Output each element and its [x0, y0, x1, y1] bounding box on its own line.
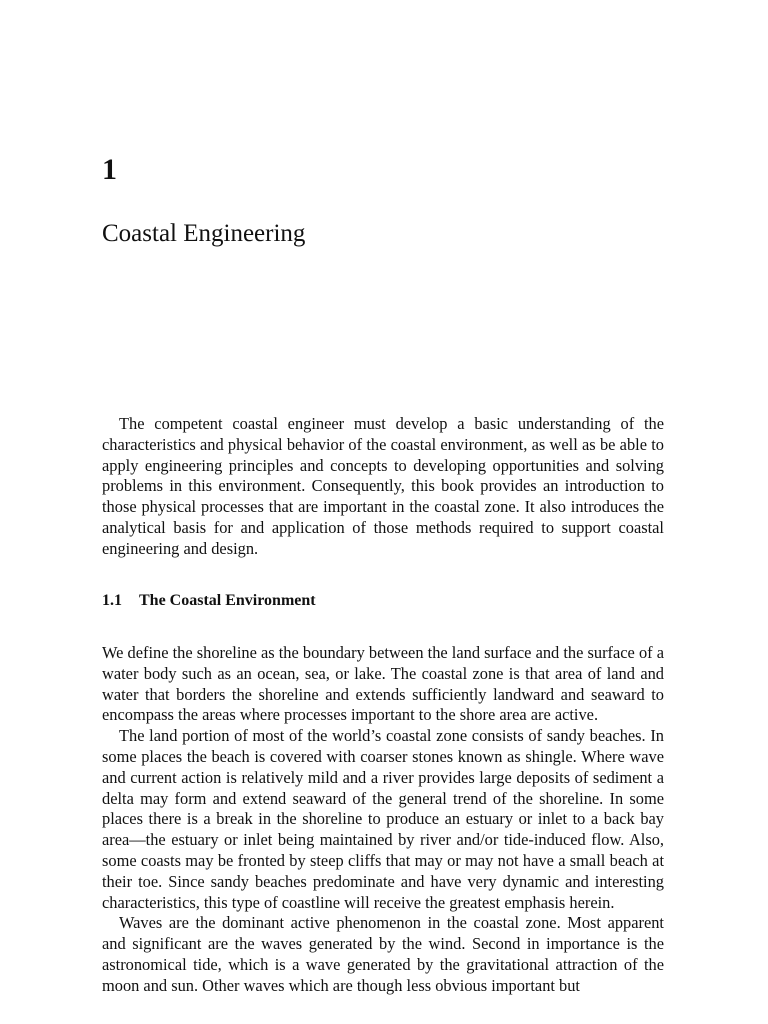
chapter-number: 1 [102, 153, 117, 186]
section-title: The Coastal Environment [139, 592, 316, 609]
body-paragraph: The land portion of most of the world’s coastal zone consists of sandy beaches. In some places the beach is covered with coarser stones known as shingle. Where wave and current action is relatively mild and a river provides large deposits of sediment a delta may form and extend seaward of the general trend of the shoreline. In some places there is a break in the shoreline to produce an estuary or inlet to a back bay area—the estuary or inlet being maintained by river and/or tide-induced flow. Also, some coasts may be fronted by steep cliffs that may or may not have a small beach at their toe. Since sandy beaches predominate and have very dynamic and interesting characteristics, this type of coastline will receive the greatest emphasis herein. [102, 726, 664, 912]
body-paragraph: Waves are the dominant active phenomenon in the coastal zone. Most apparent and significant are the waves generated by the wind. Second in importance is the astronomical tide, which is a wave generated by the gravitational attraction of the moon and sun. Other waves which are though less obvious important but [102, 913, 664, 995]
chapter-title: Coastal Engineering [102, 220, 306, 247]
intro-section [102, 414, 664, 560]
section-heading [102, 590, 316, 612]
section-body [102, 643, 664, 997]
intro-paragraph: The competent coastal engineer must develop a basic understanding of the characteristics and physical behavior of the coastal environment, as well as be able to apply engineering principles and concepts to developing opportunities and solving problems in this environment. Consequently, this book provides an introduction to those physical processes that are important in the coastal zone. It also introduces the analytical basis for and application of those methods required to support coastal engineering and design. [102, 414, 664, 558]
body-paragraph: We define the shoreline as the boundary between the land surface and the surface of a water body such as an ocean, sea, or lake. The coastal zone is that area of land and water that borders the shoreline and extends sufficiently landward and seaward to encompass the areas where processes important to the shore area are active. [102, 643, 664, 725]
section-number: 1.1 [102, 592, 122, 609]
